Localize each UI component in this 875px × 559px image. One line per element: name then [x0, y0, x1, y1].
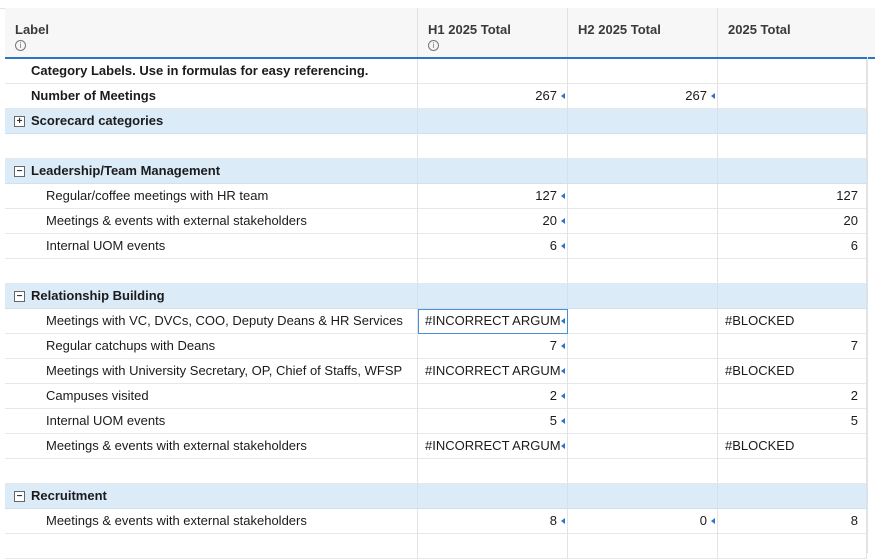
error-value: #BLOCKED — [725, 313, 795, 328]
info-icon[interactable]: i — [15, 40, 26, 51]
cell-total[interactable] — [718, 59, 867, 84]
cell-h2[interactable] — [568, 409, 718, 434]
blank-row — [5, 459, 867, 484]
cell-h1[interactable] — [418, 509, 568, 534]
formula-indicator-icon — [561, 243, 565, 249]
cell-value: 7 — [549, 338, 557, 353]
cell-value: 267 — [535, 88, 557, 103]
grid-right-border — [867, 57, 868, 553]
row-label: Meetings with University Secretary, OP, Chief of Staffs, WFSP — [46, 363, 403, 378]
cell-h2[interactable] — [568, 534, 718, 559]
row-label: Regular/coffee meetings with HR team — [46, 188, 269, 203]
cell-value: 7 — [850, 338, 858, 353]
collapse-icon[interactable]: − — [14, 491, 25, 502]
cell-value: 6 — [549, 238, 557, 253]
cell-label[interactable] — [5, 234, 418, 259]
cell-h1[interactable] — [418, 109, 568, 134]
formula-indicator-icon — [561, 393, 565, 399]
cell-h2[interactable] — [568, 209, 718, 234]
cell-total[interactable] — [718, 384, 867, 409]
cell-total[interactable] — [718, 509, 867, 534]
table-row — [5, 184, 867, 209]
cell-value: 2 — [549, 388, 557, 403]
cell-label[interactable] — [5, 509, 418, 534]
cell-h2[interactable] — [568, 384, 718, 409]
row-label: Number of Meetings — [31, 88, 156, 103]
cell-h1[interactable] — [418, 59, 568, 84]
formula-indicator-icon — [711, 93, 715, 99]
column-header-total-text: 2025 Total — [728, 22, 791, 37]
collapse-icon[interactable]: − — [14, 291, 25, 302]
cell-h1[interactable] — [418, 84, 568, 109]
cell-total[interactable] — [718, 534, 867, 559]
table-row — [5, 434, 867, 459]
cell-h1[interactable] — [418, 259, 568, 284]
row-label: Meetings & events with external stakeholders — [46, 213, 307, 228]
table-row — [5, 59, 867, 84]
cell-h2[interactable] — [568, 59, 718, 84]
row-label: Internal UOM events — [46, 238, 166, 253]
cell-label[interactable] — [5, 334, 418, 359]
cell-h2[interactable] — [568, 484, 718, 509]
cell-value: 6 — [850, 238, 858, 253]
cell-total[interactable] — [718, 134, 867, 159]
cell-total[interactable] — [718, 184, 867, 209]
cell-h2[interactable] — [568, 259, 718, 284]
table-row — [5, 409, 867, 434]
cell-h1[interactable] — [418, 234, 568, 259]
cell-label[interactable] — [5, 84, 418, 109]
cell-h1[interactable] — [418, 359, 568, 384]
row-label: Regular catchups with Deans — [46, 338, 216, 353]
column-header-h1-text: H1 2025 Total — [428, 22, 511, 37]
cell-h1[interactable] — [418, 434, 568, 459]
cell-value: 267 — [685, 88, 707, 103]
cell-total[interactable] — [718, 234, 867, 259]
cell-total[interactable] — [718, 84, 867, 109]
table-row — [5, 309, 867, 334]
cell-label[interactable] — [5, 409, 418, 434]
error-value: #BLOCKED — [725, 438, 795, 453]
cell-h2[interactable] — [568, 134, 718, 159]
cell-h2[interactable] — [568, 159, 718, 184]
cell-total[interactable] — [718, 359, 867, 384]
cell-label[interactable] — [5, 384, 418, 409]
cell-total[interactable] — [718, 484, 867, 509]
cell-h1[interactable] — [418, 184, 568, 209]
table-row — [5, 209, 867, 234]
cell-value: 2 — [850, 388, 858, 403]
cell-h1[interactable] — [418, 534, 568, 559]
table-row — [5, 84, 867, 109]
blank-row — [5, 259, 867, 284]
cell-h1[interactable] — [418, 384, 568, 409]
cell-label[interactable] — [5, 184, 418, 209]
category-row — [5, 284, 867, 309]
cell-h1[interactable] — [418, 484, 568, 509]
cell-value: 0 — [699, 513, 707, 528]
cell-h1[interactable] — [418, 309, 568, 334]
cell-total[interactable] — [718, 434, 867, 459]
cell-label[interactable] — [5, 459, 418, 484]
cell-h2[interactable] — [568, 334, 718, 359]
cell-total[interactable] — [718, 209, 867, 234]
expand-icon[interactable]: + — [14, 116, 25, 127]
formula-indicator-icon — [711, 518, 715, 524]
row-label: Meetings & events with external stakeholders — [46, 438, 307, 453]
cell-h2[interactable] — [568, 459, 718, 484]
row-label: Meetings with VC, DVCs, COO, Deputy Deans & HR Services — [46, 313, 403, 328]
info-icon[interactable]: i — [428, 40, 439, 51]
row-label: Relationship Building — [31, 288, 165, 303]
cell-h2[interactable] — [568, 184, 718, 209]
formula-indicator-icon — [561, 343, 565, 349]
cell-label[interactable] — [5, 309, 418, 334]
cell-h1[interactable] — [418, 209, 568, 234]
row-label: Campuses visited — [46, 388, 149, 403]
cell-label[interactable] — [5, 109, 418, 134]
formula-indicator-icon — [561, 193, 565, 199]
column-header-label-text: Label — [15, 22, 49, 37]
cell-value: 5 — [549, 413, 557, 428]
cell-label[interactable] — [5, 59, 418, 84]
cell-total[interactable] — [718, 309, 867, 334]
cell-h1[interactable] — [418, 134, 568, 159]
column-header-total[interactable] — [718, 8, 875, 57]
row-label: Leadership/Team Management — [31, 163, 221, 178]
column-header-h2[interactable] — [568, 8, 718, 57]
cell-total[interactable] — [718, 259, 867, 284]
column-header-row — [5, 8, 875, 59]
cell-total[interactable] — [718, 284, 867, 309]
cell-label[interactable] — [5, 484, 418, 509]
cell-h1[interactable] — [418, 159, 568, 184]
cell-value: 20 — [542, 213, 557, 228]
cell-h2[interactable] — [568, 109, 718, 134]
formula-indicator-icon — [561, 418, 565, 424]
row-label: Scorecard categories — [31, 113, 164, 128]
blank-row — [5, 534, 867, 559]
category-row — [5, 159, 867, 184]
cell-h2[interactable] — [568, 234, 718, 259]
cell-value: 127 — [535, 188, 557, 203]
cell-total[interactable] — [718, 334, 867, 359]
cell-label[interactable] — [5, 534, 418, 559]
cell-h1[interactable] — [418, 334, 568, 359]
formula-indicator-icon — [561, 368, 565, 374]
row-label: Category Labels. Use in formulas for easy referencing. — [31, 63, 369, 78]
cell-label[interactable] — [5, 209, 418, 234]
formula-indicator-icon — [561, 93, 565, 99]
collapse-icon[interactable]: − — [14, 166, 25, 177]
cell-total[interactable] — [718, 109, 867, 134]
column-header-h1[interactable] — [418, 8, 568, 57]
category-row — [5, 109, 867, 134]
row-label: Meetings & events with external stakeholders — [46, 513, 307, 528]
cell-total[interactable] — [718, 409, 867, 434]
table-row — [5, 384, 867, 409]
cell-label[interactable] — [5, 284, 418, 309]
cell-total[interactable] — [718, 459, 867, 484]
table-row — [5, 509, 867, 534]
error-value: #BLOCKED — [725, 363, 795, 378]
formula-indicator-icon — [561, 443, 565, 449]
cell-h2[interactable] — [568, 284, 718, 309]
category-row — [5, 484, 867, 509]
cell-h2[interactable] — [568, 359, 718, 384]
cell-label[interactable] — [5, 134, 418, 159]
cell-label[interactable] — [5, 159, 418, 184]
cell-value: 20 — [843, 213, 858, 228]
error-value: #INCORRECT ARGUM — [425, 313, 561, 328]
table-row — [5, 359, 867, 384]
cell-h2[interactable] — [568, 309, 718, 334]
blank-row — [5, 134, 867, 159]
cell-h2[interactable] — [568, 84, 718, 109]
column-header-label[interactable] — [5, 8, 418, 57]
cell-h1[interactable] — [418, 409, 568, 434]
table-row — [5, 334, 867, 359]
cell-value: 8 — [549, 513, 557, 528]
error-value: #INCORRECT ARGUM — [425, 438, 561, 453]
cell-h1[interactable] — [418, 459, 568, 484]
formula-indicator-icon — [561, 318, 565, 324]
cell-label[interactable] — [5, 434, 418, 459]
cell-value: 5 — [850, 413, 858, 428]
error-value: #INCORRECT ARGUM — [425, 363, 561, 378]
cell-label[interactable] — [5, 259, 418, 284]
cell-value: 127 — [836, 188, 858, 203]
formula-indicator-icon — [561, 218, 565, 224]
cell-total[interactable] — [718, 159, 867, 184]
column-header-h2-text: H2 2025 Total — [578, 22, 661, 37]
table-row — [5, 234, 867, 259]
formula-indicator-icon — [561, 518, 565, 524]
row-label: Internal UOM events — [46, 413, 166, 428]
row-label: Recruitment — [31, 488, 107, 503]
cell-label[interactable] — [5, 359, 418, 384]
cell-h2[interactable] — [568, 509, 718, 534]
cell-h2[interactable] — [568, 434, 718, 459]
cell-value: 8 — [850, 513, 858, 528]
cell-h1[interactable] — [418, 284, 568, 309]
